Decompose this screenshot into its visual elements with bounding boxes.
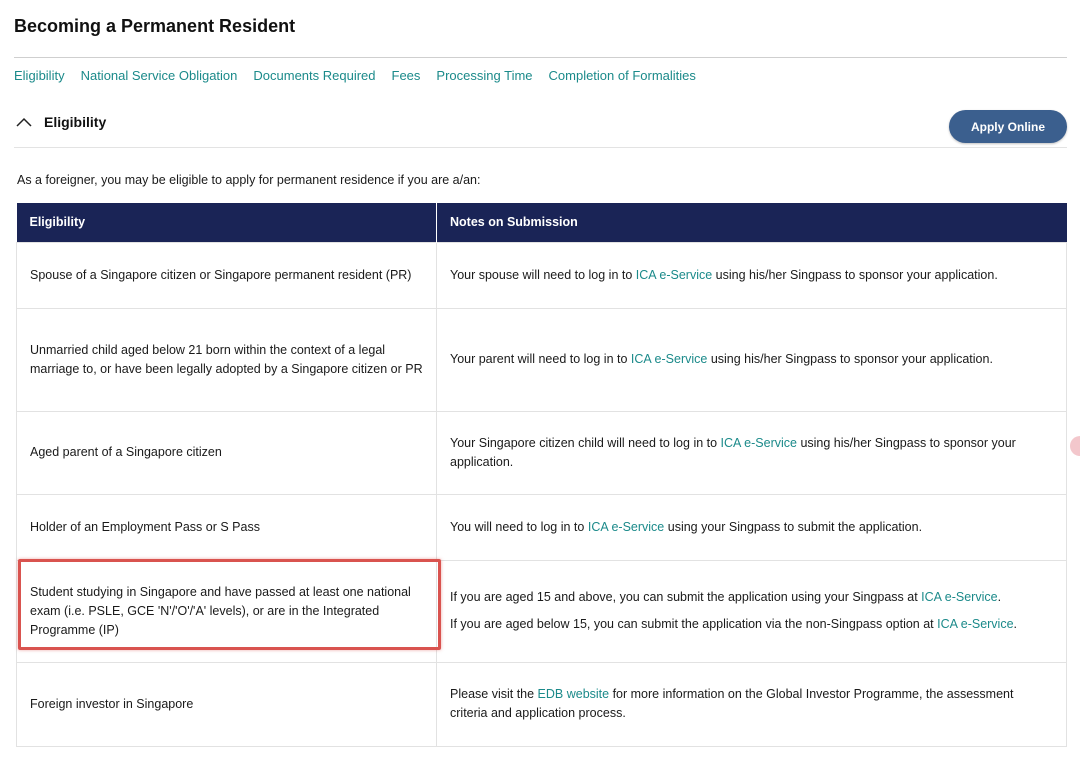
table-row (17, 494, 1067, 560)
section-nav (14, 68, 712, 83)
notes-cell (437, 411, 1067, 494)
notes-paragraph (450, 518, 1053, 537)
notes-text: using your Singpass to submit the application. (664, 519, 923, 534)
notes-cell (437, 308, 1067, 411)
eligibility-cell: Unmarried child aged below 21 born within the context of a legal marriage to, or have been legally adopted by a Singapore citizen or PR (17, 308, 437, 411)
notes-paragraph (450, 685, 1053, 723)
notes-paragraph (450, 434, 1053, 472)
notes-text: Your spouse will need to log in to (450, 267, 636, 282)
notes-text: using his/her Singpass to sponsor your application. (707, 352, 993, 366)
header-eligibility: Eligibility (17, 203, 437, 242)
header-notes: Notes on Submission (437, 203, 1067, 242)
nav-link-national-service[interactable]: National Service Obligation (80, 68, 238, 83)
notes-text: If you are aged below 15, you can submit the application via the non-Singpass option at (450, 617, 938, 631)
accordion-toggle[interactable] (14, 114, 106, 130)
intro-text: As a foreigner, you may be eligible to apply for permanent residence if you are a/an: (17, 173, 481, 187)
ica-eservice-link[interactable]: ICA e-Service (630, 352, 708, 366)
notes-cell (437, 494, 1067, 560)
nav-link-documents[interactable]: Documents Required (253, 68, 376, 83)
notes-cell (437, 560, 1067, 662)
table-header-row (17, 203, 1067, 242)
notes-paragraph (450, 266, 1053, 285)
notes-paragraph (450, 350, 1053, 369)
edb-website-link[interactable]: EDB website (537, 687, 610, 701)
eligibility-cell: Student studying in Singapore and have passed at least one national exam (i.e. PSLE, GCE 'N'/'O'/'A' levels), or are in the Integrated Programme (IP) (17, 560, 437, 662)
title-divider (14, 57, 1067, 58)
notes-cell (437, 242, 1067, 308)
table-row (17, 308, 1067, 411)
notes-text: using his/her Singpass to sponsor your application. (450, 435, 1016, 469)
ica-eservice-link[interactable]: ICA e-Service (720, 435, 797, 450)
page-title: Becoming a Permanent Resident (14, 16, 296, 36)
nav-link-formalities[interactable]: Completion of Formalities (548, 68, 696, 83)
notes-text: . (1013, 617, 1018, 631)
accordion-title: Eligibility (44, 114, 107, 130)
notes-text: Please visit the (450, 687, 538, 701)
table-row (17, 560, 1067, 662)
nav-link-eligibility[interactable]: Eligibility (14, 68, 65, 83)
nav-link-fees[interactable]: Fees (391, 68, 421, 83)
table-row (17, 411, 1067, 494)
ica-eservice-link[interactable]: ICA e-Service (937, 617, 1014, 631)
notes-text: If you are aged 15 and above, you can submit the application using your Singpass at (450, 590, 922, 604)
notes-text: Your parent will need to log in to (450, 352, 631, 366)
table-row (17, 662, 1067, 746)
eligibility-cell: Holder of an Employment Pass or S Pass (17, 494, 437, 560)
notes-paragraph (450, 615, 1053, 634)
ica-eservice-link[interactable]: ICA e-Service (635, 267, 713, 282)
notes-text: for more information on the Global Investor Programme, the assessment criteria and application process. (450, 687, 1014, 720)
notes-text: . (997, 590, 1002, 604)
notes-cell (437, 662, 1067, 746)
chevron-up-icon (16, 115, 30, 129)
apply-online-button[interactable]: Apply Online (949, 110, 1067, 143)
notes-text: using his/her Singpass to sponsor your application. (712, 267, 998, 282)
nav-link-processing-time[interactable]: Processing Time (436, 68, 533, 83)
table-row (17, 242, 1067, 308)
eligibility-accordion-header (14, 106, 1067, 148)
eligibility-cell: Aged parent of a Singapore citizen (17, 411, 437, 494)
eligibility-cell: Foreign investor in Singapore (17, 662, 437, 746)
notes-text: Your Singapore citizen child will need to log in to (450, 435, 721, 450)
eligibility-cell: Spouse of a Singapore citizen or Singapore permanent resident (PR) (17, 242, 437, 308)
notes-paragraph (450, 588, 1053, 607)
eligibility-table (16, 203, 1067, 747)
ica-eservice-link[interactable]: ICA e-Service (921, 590, 998, 604)
edge-marker (1070, 436, 1080, 456)
ica-eservice-link[interactable]: ICA e-Service (587, 519, 665, 534)
notes-text: You will need to log in to (450, 519, 588, 534)
